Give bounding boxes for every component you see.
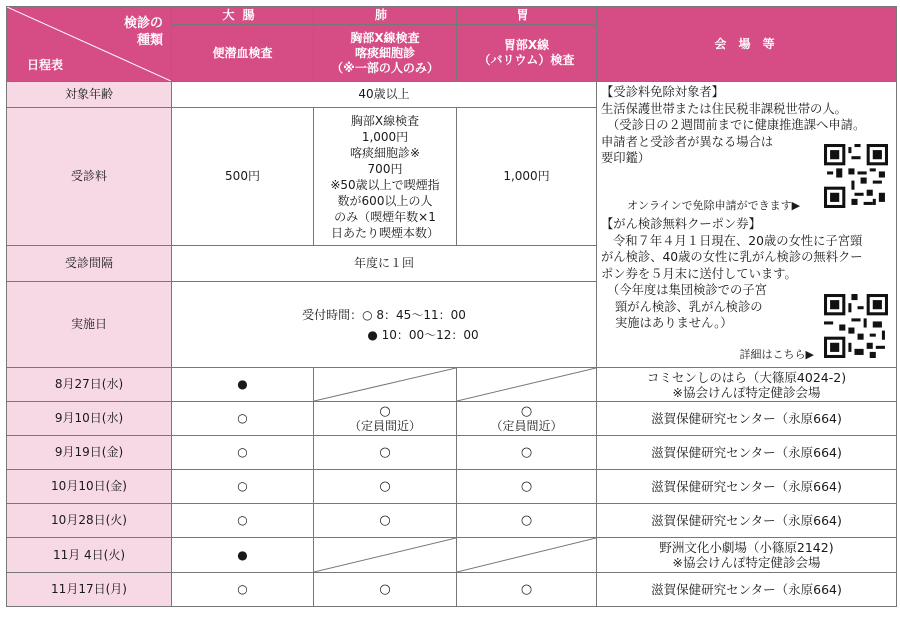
test-stomach-line1: 胃部X線	[503, 38, 550, 52]
schedule-colon-mark: ○	[172, 504, 314, 538]
schedule-row	[7, 436, 897, 470]
fee-lung-3: 喀痰細胞診※	[349, 145, 421, 160]
schedule-stomach-mark: ○	[520, 403, 533, 419]
schedule-venue	[597, 436, 897, 470]
schedule-lung-mark: ○	[379, 479, 391, 494]
coupon-line-3: ポン券を５月末に送付しています。	[601, 266, 797, 281]
schedule-stomach-mark: ○	[520, 479, 533, 494]
fee-lung-2: 1,000円	[361, 129, 409, 144]
schedule-colon-mark: ○	[172, 470, 314, 504]
qr-code-exempt[interactable]	[824, 144, 888, 208]
fee-stomach: 1,000円	[457, 108, 597, 246]
schedule-venue	[597, 470, 897, 504]
schedule-row	[7, 368, 897, 402]
schedule-stomach-cell	[457, 470, 597, 504]
schedule-colon-mark: ●	[172, 368, 314, 402]
interval-label: 受診間隔	[7, 246, 172, 282]
venue-name: 滋賀保健研究センター（永原664)	[651, 582, 842, 597]
schedule-table	[6, 6, 897, 607]
schedule-lung-not-available	[314, 538, 457, 573]
schedule-stomach-not-available	[457, 368, 597, 402]
schedule-venue	[597, 538, 897, 573]
exempt-line-1: 生活保護世帯または住民税非課税世帯の人。	[601, 101, 847, 116]
day-time-2: ● 10：00〜12：00	[367, 327, 479, 342]
schedule-stomach-cell	[457, 573, 597, 607]
fee-lung-4: 700円	[367, 161, 403, 176]
schedule-row	[7, 538, 897, 573]
test-lung-line3: （※一部の人のみ）	[331, 60, 439, 75]
venue-name: 滋賀保健研究センター（永原664)	[651, 411, 842, 426]
test-stomach-line2: （バリウム）検査	[478, 53, 575, 67]
coupon-line-2: がん検診、40歳の女性に乳がん検診の無料クー	[601, 250, 863, 264]
schedule-lung-not-available	[314, 368, 457, 402]
venue-name: 滋賀保健研究センター（永原664)	[651, 513, 842, 528]
fee-lung-6: 数が600以上の人	[337, 193, 433, 208]
day-time-1: 受付時間：○ 8：45〜11：00	[302, 307, 466, 322]
schedule-lung-mark: ○	[379, 403, 391, 419]
exempt-line-3: 申請者と受診者が異なる場合は	[601, 134, 774, 149]
schedule-date: 10月28日(火)	[7, 504, 172, 538]
schedule-venue	[597, 402, 897, 436]
test-stomach	[457, 25, 597, 82]
details-link[interactable]: 詳細はこちら▶	[739, 348, 814, 361]
schedule-colon-mark: ●	[172, 538, 314, 573]
fee-label: 受診料	[7, 108, 172, 246]
age-value: 40歳以上	[172, 82, 597, 108]
venue-name: 野洲文化小劇場（小篠原2142)	[659, 540, 834, 555]
schedule-lung-cell	[314, 436, 457, 470]
schedule-stomach-note: （定員間近）	[490, 418, 563, 433]
schedule-lung-cell	[314, 573, 457, 607]
fee-lung-1: 胸部X線検査	[350, 113, 420, 128]
schedule-lung-mark: ○	[379, 582, 391, 597]
coupon-line-5: 頸がん検診、乳がん検診の	[615, 299, 763, 314]
coupon-line-6: 実施はありません。）	[615, 316, 733, 330]
test-lung	[314, 25, 457, 82]
schedule-venue	[597, 573, 897, 607]
day-label: 実施日	[7, 282, 172, 368]
schedule-date: 9月10日(水)	[7, 402, 172, 436]
venue-note: ※協会けんぽ特定健診会場	[672, 555, 821, 570]
coupon-line-4: （今年度は集団検診での子宮	[607, 283, 767, 297]
exempt-line-2: （受診日の２週間前までに健康推進課へ申請。	[607, 118, 866, 132]
schedule-lung-cell	[314, 504, 457, 538]
qr-code-coupon[interactable]	[824, 294, 888, 358]
schedule-date: 11月 4日(火)	[7, 538, 172, 573]
schedule-stomach-not-available	[457, 538, 597, 573]
fee-lung-7: のみ（喫煙年数×1	[334, 209, 436, 224]
schedule-lung-mark: ○	[379, 445, 391, 460]
schedule-row	[7, 573, 897, 607]
group-stomach: 胃	[457, 7, 597, 25]
schedule-date: 8月27日(水)	[7, 368, 172, 402]
schedule-date: 10月10日(金)	[7, 470, 172, 504]
group-lung: 肺	[314, 7, 457, 25]
interval-value: 年度に１回	[172, 246, 597, 282]
schedule-venue	[597, 504, 897, 538]
day-time	[172, 282, 597, 368]
schedule-venue	[597, 368, 897, 402]
schedule-colon-mark: ○	[172, 573, 314, 607]
venue-note: ※協会けんぽ特定健診会場	[672, 384, 821, 400]
fee-lung-8: 日あたり喫煙本数）	[330, 225, 439, 240]
schedule-stomach-cell	[457, 402, 597, 436]
age-label: 対象年齢	[7, 82, 172, 108]
info-panel	[597, 82, 897, 368]
exempt-line-4: 要印鑑）	[601, 151, 651, 165]
schedule-row	[7, 470, 897, 504]
schedule-lung-note: （定員間近）	[348, 418, 421, 433]
venue-name: 滋賀保健研究センター（永原664)	[651, 445, 842, 460]
coupon-title: 【がん検診無料クーポン券】	[601, 217, 761, 231]
schedule-lung-cell	[314, 470, 457, 504]
schedule-stomach-mark: ○	[520, 445, 533, 460]
venue-name: コミセンしのはら（大篠原4024-2)	[646, 369, 847, 385]
test-lung-line2: 喀痰細胞診	[354, 45, 415, 60]
venue-name: 滋賀保健研究センター（永原664)	[651, 479, 842, 494]
schedule-row	[7, 504, 897, 538]
corner-mid: 種類	[136, 33, 163, 48]
fee-lung-5: ※50歳以上で喫煙指	[330, 177, 440, 192]
schedule-stomach-cell	[457, 436, 597, 470]
header-corner	[7, 7, 172, 82]
corner-top: 検診の	[123, 16, 163, 31]
schedule-lung-mark: ○	[379, 513, 391, 528]
venue-header: 会 場 等	[597, 7, 897, 82]
online-application-link[interactable]: オンラインで免除申請ができます▶	[627, 199, 801, 212]
fee-lung	[314, 108, 457, 246]
schedule-lung-cell	[314, 402, 457, 436]
group-colon: 大腸	[172, 7, 314, 25]
corner-bottom: 日程表	[27, 58, 64, 72]
test-colon: 便潜血検査	[172, 25, 314, 82]
schedule-stomach-cell	[457, 504, 597, 538]
fee-colon: 500円	[172, 108, 314, 246]
schedule-row	[7, 402, 897, 436]
schedule-date: 9月19日(金)	[7, 436, 172, 470]
schedule-stomach-mark: ○	[520, 582, 533, 597]
schedule-stomach-mark: ○	[520, 513, 533, 528]
schedule-date: 11月17日(月)	[7, 573, 172, 607]
exempt-title: 【受診料免除対象者】	[601, 85, 724, 99]
schedule-colon-mark: ○	[172, 436, 314, 470]
test-lung-line1: 胸部X線検査	[350, 30, 420, 45]
coupon-line-1: 令和７年４月１日現在、20歳の女性に子宮頸	[613, 233, 863, 248]
schedule-colon-mark: ○	[172, 402, 314, 436]
